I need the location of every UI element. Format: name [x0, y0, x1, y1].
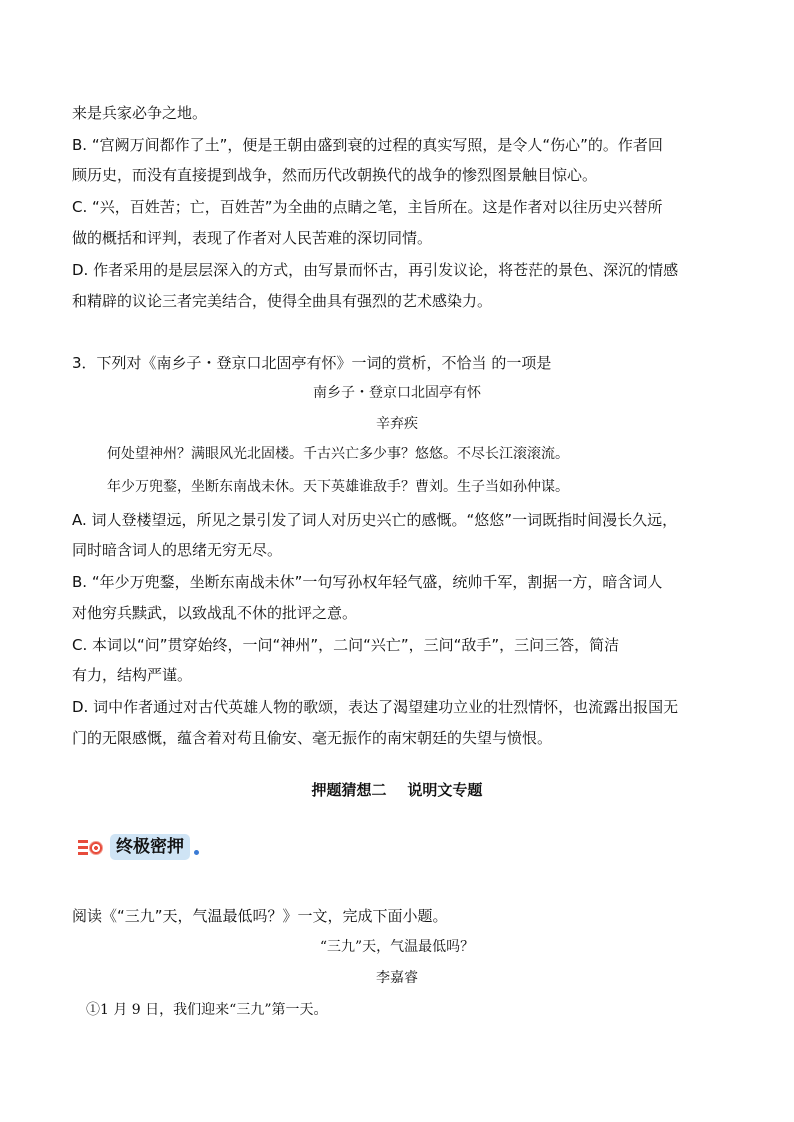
poem-author: 辛弃疾 [376, 416, 418, 432]
poem-title: 南乡子・登京口北固亭有怀 [313, 385, 481, 401]
text-line: 和精辟的议论三者完美结合，使得全曲具有强烈的艺术感染力。 [72, 292, 493, 310]
text-line: 顾历史，而没有直接提到战争，然而历代改朝换代的战争的惨烈图景触目惊心。 [72, 166, 598, 184]
poem-line: 何处望神州？满眼风光北固楼。千古兴亡多少事？悠悠。不尽长江滚滚流。 [107, 446, 569, 462]
answer-d-line: D. 词中作者通过对古代英雄人物的歌颂，表达了渴望建功立业的壮烈情怀，也流露出报国无 [72, 698, 679, 716]
paragraph-1: ①1 月 9 日，我们迎来“三九”第一天。 [86, 1002, 328, 1018]
article-title: “三九”天，气温最低吗？ [319, 939, 475, 955]
text-line: 同时暗含词人的思绪无穷无尽。 [72, 541, 283, 559]
answer-b-line: B. “年少万兜鍪，坐断东南战未休”一句写孙权年轻气盛，统帅千军，割据一方，暗含词人 [72, 573, 663, 591]
answer-c-line: C. 本词以“问”贯穿始终，一问“神州”，二问“兴亡”，三问“敌手”，三问三答，简洁 [72, 636, 620, 654]
option-b-line: B. “宫阙万间都作了土”，便是王朝由盛到衰的过程的真实写照，是令人“伤心”的。作者回 [72, 136, 663, 154]
reading-prompt: 阅读《“三九”天，气温最低吗？》一文，完成下面小题。 [72, 907, 448, 925]
text-line: 做的概括和评判，表现了作者对人民苦难的深切同情。 [72, 229, 433, 247]
target-icon [76, 835, 106, 859]
dot-icon [194, 850, 199, 855]
text-line: 来是兵家必争之地。 [72, 104, 208, 122]
article-author: 李嘉睿 [376, 970, 418, 986]
question-3: 3．下列对《南乡子・登京口北固亭有怀》一词的赏析，不恰当 的一项是 [72, 354, 552, 372]
section-title: 押题猜想二 说明文专题 [311, 781, 483, 799]
option-d-line: D. 作者采用的是层层深入的方式，由写景而怀古，再引发议论，将苍茫的景色、深沉的情感 [72, 261, 679, 279]
text-line: 对他穷兵黩武，以致战乱不休的批评之意。 [72, 604, 358, 622]
text-line: 门的无限感慨，蕴含着对苟且偷安、毫无振作的南宋朝廷的失望与愤恨。 [72, 729, 553, 747]
answer-a-line: A. 词人登楼望远，所见之景引发了词人对历史兴亡的感慨。“悠悠”一词既指时间漫长久远， [72, 511, 678, 529]
text-line: 有力，结构严谨。 [72, 666, 193, 684]
option-c-line: C. “兴，百姓苦；亡，百姓苦”为全曲的点睛之笔，主旨所在。这是作者对以往历史兴替所 [72, 198, 663, 216]
section-badge [76, 833, 199, 861]
poem-line: 年少万兜鍪，坐断东南战未休。天下英雄谁敌手？曹刘。生子当如孙仲谋。 [107, 479, 569, 495]
badge-label: 终极密押 [110, 834, 190, 860]
